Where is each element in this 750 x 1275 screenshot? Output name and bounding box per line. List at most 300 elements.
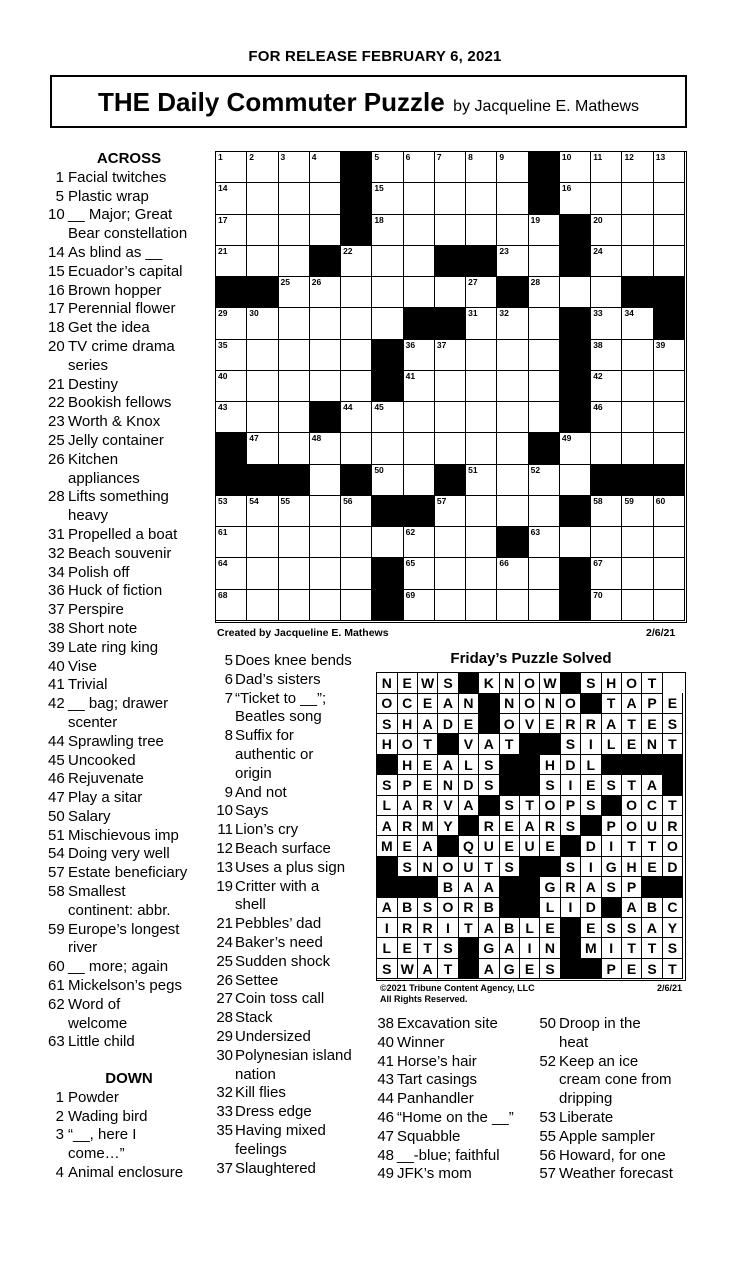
down-clue-52 [538, 1053, 698, 1109]
black-square [591, 465, 622, 496]
grid-square[interactable] [497, 465, 528, 496]
grid-square[interactable] [247, 558, 278, 589]
square-number: 14 [218, 183, 228, 194]
grid-square[interactable] [466, 558, 497, 589]
grid-square[interactable] [435, 433, 466, 464]
grid-square[interactable] [591, 558, 622, 589]
grid-square[interactable] [279, 527, 310, 558]
copyright-line: ©2021 Tribune Content Agency, LLC [380, 983, 535, 993]
solved-letter: O [438, 897, 459, 918]
grid-square[interactable] [372, 465, 403, 496]
clue-number: 17 [48, 300, 65, 318]
clue-line: heavy [68, 507, 109, 525]
grid-square[interactable] [279, 183, 310, 214]
black-square [497, 277, 528, 308]
clue-line: river [68, 939, 98, 957]
clue-line: Lifts something [68, 488, 169, 506]
grid-square[interactable] [341, 277, 372, 308]
grid-square[interactable] [497, 496, 528, 527]
square-number: 21 [218, 245, 228, 256]
grid-square[interactable] [466, 433, 497, 464]
clue-line: series [68, 356, 109, 374]
down-clue-44 [376, 1090, 536, 1109]
grid-square[interactable] [404, 277, 435, 308]
grid-square[interactable] [310, 277, 341, 308]
grid-square[interactable] [404, 371, 435, 402]
grid-square[interactable] [591, 340, 622, 371]
across-clue-51 [48, 827, 210, 846]
black-square [279, 465, 310, 496]
grid-square[interactable] [622, 527, 653, 558]
grid-square[interactable] [310, 215, 341, 246]
grid-square[interactable] [279, 402, 310, 433]
grid-square[interactable] [497, 183, 528, 214]
grid-square[interactable] [310, 558, 341, 589]
clue-number: 30 [216, 1046, 233, 1064]
black-square [560, 308, 591, 339]
grid-square[interactable] [247, 433, 278, 464]
solved-black-square [438, 734, 459, 755]
solved-black-square [438, 836, 459, 857]
black-square [372, 590, 403, 621]
square-number: 3 [280, 152, 286, 162]
grid-square[interactable] [529, 496, 560, 527]
grid-square[interactable] [529, 246, 560, 277]
across-clue-26 [48, 451, 210, 489]
clue-text [559, 1015, 698, 1053]
grid-square[interactable] [279, 277, 310, 308]
grid-square[interactable] [247, 215, 278, 246]
grid-square[interactable] [216, 183, 247, 214]
solved-letter: T [663, 795, 684, 816]
square-number: 26 [311, 277, 322, 288]
across-clue-36 [48, 582, 210, 601]
clue-line: Uses a plus sign [235, 858, 346, 876]
black-square [435, 465, 466, 496]
solved-letter: T [622, 775, 643, 796]
grid-square[interactable] [466, 340, 497, 371]
grid-square[interactable] [529, 340, 560, 371]
grid-square[interactable] [216, 340, 247, 371]
solved-black-square [459, 816, 480, 837]
clue-line: Coin toss call [235, 990, 325, 1008]
clue-line: Bear constellation [68, 225, 188, 243]
black-square [404, 496, 435, 527]
solved-letter: N [418, 857, 439, 878]
grid-square[interactable] [310, 465, 341, 496]
grid-square[interactable] [622, 246, 653, 277]
down-clue-2 [48, 1108, 210, 1127]
grid-square[interactable] [279, 590, 310, 621]
clue-number: 14 [48, 243, 65, 261]
grid-square[interactable] [216, 590, 247, 621]
square-number: 32 [499, 308, 509, 319]
grid-square[interactable] [310, 527, 341, 558]
rights-line: All Rights Reserved. [380, 993, 468, 1004]
clue-line: Slaughtered [235, 1159, 316, 1177]
grid-square[interactable] [497, 152, 528, 183]
grid-square[interactable] [247, 308, 278, 339]
grid-square[interactable] [622, 308, 653, 339]
grid-square[interactable] [216, 215, 247, 246]
grid-square[interactable] [279, 433, 310, 464]
clue-text [235, 821, 368, 840]
grid-square[interactable] [372, 277, 403, 308]
grid-square[interactable] [529, 371, 560, 402]
grid-square[interactable] [216, 308, 247, 339]
clue-number: 41 [377, 1052, 394, 1070]
solved-black-square [663, 775, 684, 796]
grid-square[interactable] [435, 277, 466, 308]
across-clue-61 [48, 977, 210, 996]
grid-square[interactable] [341, 558, 372, 589]
solved-letter: A [418, 836, 439, 857]
grid-square[interactable] [529, 277, 560, 308]
grid-square[interactable] [654, 183, 685, 214]
grid-square[interactable] [622, 402, 653, 433]
grid-square[interactable] [310, 308, 341, 339]
grid-square[interactable] [497, 215, 528, 246]
grid-square[interactable] [341, 371, 372, 402]
black-square [529, 152, 560, 183]
grid-square[interactable] [247, 402, 278, 433]
clue-text [68, 1108, 210, 1127]
grid-square[interactable] [247, 340, 278, 371]
clue-number: 4 [55, 1163, 64, 1181]
grid-square[interactable] [404, 527, 435, 558]
grid-square[interactable] [591, 183, 622, 214]
solved-letter: P [622, 877, 643, 898]
grid-square[interactable] [247, 371, 278, 402]
grid-square[interactable] [404, 340, 435, 371]
grid-square[interactable] [310, 152, 341, 183]
clue-number: 50 [48, 807, 65, 825]
grid-square[interactable] [372, 308, 403, 339]
solved-letter: H [540, 755, 561, 776]
grid-square[interactable] [372, 246, 403, 277]
grid-square[interactable] [310, 371, 341, 402]
grid-square[interactable] [654, 527, 685, 558]
clue-number: 13 [216, 858, 233, 876]
solved-letter: E [397, 938, 418, 959]
clue-line: appliances [68, 469, 140, 487]
grid-square[interactable] [404, 183, 435, 214]
grid-square[interactable] [372, 152, 403, 183]
grid-square[interactable] [591, 590, 622, 621]
grid-square[interactable] [341, 527, 372, 558]
grid-square[interactable] [466, 308, 497, 339]
grid-square[interactable] [404, 246, 435, 277]
clue-text [235, 859, 368, 878]
solved-black-square [601, 755, 622, 776]
grid-square[interactable] [247, 527, 278, 558]
grid-square[interactable] [466, 277, 497, 308]
grid-square[interactable] [404, 590, 435, 621]
solved-letter: E [459, 714, 480, 735]
black-square [310, 402, 341, 433]
clue-line: Salary [68, 807, 111, 825]
grid-square[interactable] [310, 496, 341, 527]
grid-square[interactable] [216, 371, 247, 402]
grid-square[interactable] [654, 590, 685, 621]
clue-text [68, 1033, 210, 1052]
down-clue-57 [538, 1165, 698, 1184]
grid-square[interactable] [341, 496, 372, 527]
grid-square[interactable] [372, 527, 403, 558]
grid-square[interactable] [216, 558, 247, 589]
grid-square[interactable] [341, 433, 372, 464]
grid-square[interactable] [622, 433, 653, 464]
grid-square[interactable] [310, 433, 341, 464]
grid-square[interactable] [622, 590, 653, 621]
solved-grid [376, 672, 686, 981]
grid-square[interactable] [466, 527, 497, 558]
grid-square[interactable] [279, 246, 310, 277]
grid-square[interactable] [279, 558, 310, 589]
grid-square[interactable] [591, 215, 622, 246]
down-clues-column-1 [48, 1070, 210, 1183]
grid-square[interactable] [279, 215, 310, 246]
grid-square[interactable] [622, 152, 653, 183]
clue-line: Propelled a boat [68, 525, 178, 543]
grid-square[interactable] [466, 402, 497, 433]
grid-square[interactable] [247, 152, 278, 183]
grid-square[interactable] [622, 183, 653, 214]
grid-square[interactable] [310, 340, 341, 371]
grid-square[interactable] [529, 590, 560, 621]
grid-square[interactable] [216, 246, 247, 277]
solved-letter: C [397, 693, 418, 714]
grid-square[interactable] [560, 277, 591, 308]
grid-square[interactable] [497, 308, 528, 339]
across-clue-37 [48, 601, 210, 620]
grid-square[interactable] [435, 402, 466, 433]
clue-line: cream cone from [559, 1071, 672, 1089]
solved-letter: S [438, 673, 459, 694]
grid-square[interactable] [279, 308, 310, 339]
grid-square[interactable] [466, 152, 497, 183]
grid-square[interactable] [341, 402, 372, 433]
solved-letter: S [479, 755, 500, 776]
grid-square[interactable] [591, 402, 622, 433]
clue-number: 59 [48, 920, 65, 938]
solved-letter: E [397, 673, 418, 694]
grid-square[interactable] [466, 215, 497, 246]
clue-number: 62 [48, 995, 65, 1013]
grid-square[interactable] [591, 433, 622, 464]
grid-square[interactable] [404, 465, 435, 496]
solved-letter: E [418, 775, 439, 796]
grid-square[interactable] [247, 183, 278, 214]
grid-square[interactable] [497, 433, 528, 464]
clue-line: Lion’s cry [235, 821, 299, 839]
grid-square[interactable] [372, 402, 403, 433]
grid-square[interactable] [466, 183, 497, 214]
clue-line: Word of [68, 995, 121, 1013]
grid-square[interactable] [654, 558, 685, 589]
grid-square[interactable] [435, 558, 466, 589]
clue-line: “Home on the __” [397, 1108, 514, 1126]
grid-square[interactable] [529, 402, 560, 433]
grid-square[interactable] [560, 465, 591, 496]
solved-letter: S [561, 857, 582, 878]
grid-square[interactable] [497, 340, 528, 371]
grid-square[interactable] [654, 340, 685, 371]
down-clue-9 [213, 784, 368, 803]
square-number: 33 [593, 308, 603, 319]
clue-line: Kitchen [68, 450, 119, 468]
grid-square[interactable] [591, 152, 622, 183]
grid-square[interactable] [591, 371, 622, 402]
clue-text [68, 620, 210, 639]
grid-square[interactable] [591, 246, 622, 277]
grid-square[interactable] [216, 152, 247, 183]
grid-square[interactable] [622, 496, 653, 527]
solved-letter: H [397, 755, 418, 776]
grid-square[interactable] [560, 433, 591, 464]
grid-square[interactable] [341, 340, 372, 371]
grid-square[interactable] [404, 152, 435, 183]
solved-letter: E [540, 918, 561, 939]
grid-square[interactable] [622, 340, 653, 371]
grid-square[interactable] [310, 590, 341, 621]
grid-square[interactable] [497, 590, 528, 621]
grid-square[interactable] [279, 340, 310, 371]
grid-square[interactable] [654, 371, 685, 402]
solved-letter: T [642, 673, 663, 694]
grid-square[interactable] [622, 558, 653, 589]
grid-square[interactable] [341, 590, 372, 621]
solved-letter: E [520, 959, 541, 980]
grid-square[interactable] [310, 183, 341, 214]
clue-line: Play a sitar [68, 789, 143, 807]
grid-square[interactable] [216, 496, 247, 527]
grid-square[interactable] [591, 308, 622, 339]
grid-square[interactable] [435, 340, 466, 371]
grid-square[interactable] [404, 215, 435, 246]
grid-square[interactable] [247, 590, 278, 621]
solved-letter: R [581, 714, 602, 735]
solved-letter: R [561, 714, 582, 735]
grid-square[interactable] [560, 152, 591, 183]
square-number: 39 [655, 339, 666, 350]
solved-black-square [663, 755, 684, 776]
grid-square[interactable] [435, 371, 466, 402]
solved-letter: T [438, 959, 459, 980]
down-clue-47 [376, 1128, 536, 1147]
grid-square[interactable] [466, 590, 497, 621]
black-square [341, 465, 372, 496]
clue-line: “Ticket to __”; [235, 689, 327, 707]
grid-square[interactable] [466, 496, 497, 527]
across-clue-16 [48, 282, 210, 301]
grid-square[interactable] [654, 215, 685, 246]
grid-square[interactable] [591, 496, 622, 527]
clue-line: As blind as __ [68, 243, 163, 261]
grid-square[interactable] [529, 465, 560, 496]
clue-text [68, 394, 210, 413]
grid-square[interactable] [654, 152, 685, 183]
grid-square[interactable] [435, 215, 466, 246]
grid-square[interactable] [466, 371, 497, 402]
grid-square[interactable] [372, 183, 403, 214]
clue-text [68, 845, 210, 864]
grid-square[interactable] [372, 215, 403, 246]
grid-square[interactable] [404, 402, 435, 433]
solved-letter: A [438, 755, 459, 776]
grid-square[interactable] [372, 433, 403, 464]
grid-square[interactable] [216, 527, 247, 558]
clue-line: Droop in the [559, 1015, 641, 1032]
grid-square[interactable] [435, 152, 466, 183]
grid-square[interactable] [560, 183, 591, 214]
grid-square[interactable] [279, 496, 310, 527]
grid-square[interactable] [279, 152, 310, 183]
grid-square[interactable] [279, 371, 310, 402]
grid-square[interactable] [560, 527, 591, 558]
grid-square[interactable] [497, 558, 528, 589]
grid-square[interactable] [341, 246, 372, 277]
clue-text [68, 977, 210, 996]
grid-square[interactable] [435, 496, 466, 527]
grid-square[interactable] [622, 215, 653, 246]
across-clue-47 [48, 789, 210, 808]
grid-square[interactable] [341, 308, 372, 339]
grid-square[interactable] [654, 402, 685, 433]
solved-black-square [561, 673, 582, 694]
clue-line: Worth & Knox [68, 413, 161, 431]
clue-text [68, 658, 210, 677]
clue-line: Critter with a [235, 877, 320, 895]
grid-square[interactable] [435, 527, 466, 558]
grid-square[interactable] [247, 496, 278, 527]
across-clue-20 [48, 338, 210, 376]
grid-square[interactable] [404, 558, 435, 589]
down-clue-13 [213, 859, 368, 878]
grid-square[interactable] [529, 308, 560, 339]
grid-square[interactable] [622, 371, 653, 402]
grid-square[interactable] [529, 558, 560, 589]
grid-square[interactable] [247, 246, 278, 277]
grid-square[interactable] [529, 215, 560, 246]
solved-letter: G [479, 938, 500, 959]
grid-square[interactable] [591, 527, 622, 558]
square-number: 55 [280, 495, 290, 506]
black-square [622, 465, 653, 496]
solved-letter: O [397, 734, 418, 755]
square-number: 65 [405, 558, 416, 569]
grid-square[interactable] [497, 402, 528, 433]
square-number: 17 [218, 214, 228, 225]
solved-letter: W [540, 673, 561, 694]
grid-square[interactable] [497, 371, 528, 402]
grid-square[interactable] [216, 402, 247, 433]
down-clue-56 [538, 1147, 698, 1166]
grid-square[interactable] [435, 183, 466, 214]
grid-square[interactable] [404, 433, 435, 464]
black-square [560, 215, 591, 246]
grid-square[interactable] [654, 246, 685, 277]
grid-square[interactable] [654, 496, 685, 527]
black-square [404, 308, 435, 339]
grid-square[interactable] [654, 433, 685, 464]
grid-square[interactable] [497, 246, 528, 277]
grid-square[interactable] [466, 465, 497, 496]
grid-square[interactable] [529, 527, 560, 558]
grid-square[interactable] [435, 590, 466, 621]
solved-letter: T [622, 714, 643, 735]
grid-square[interactable] [591, 277, 622, 308]
